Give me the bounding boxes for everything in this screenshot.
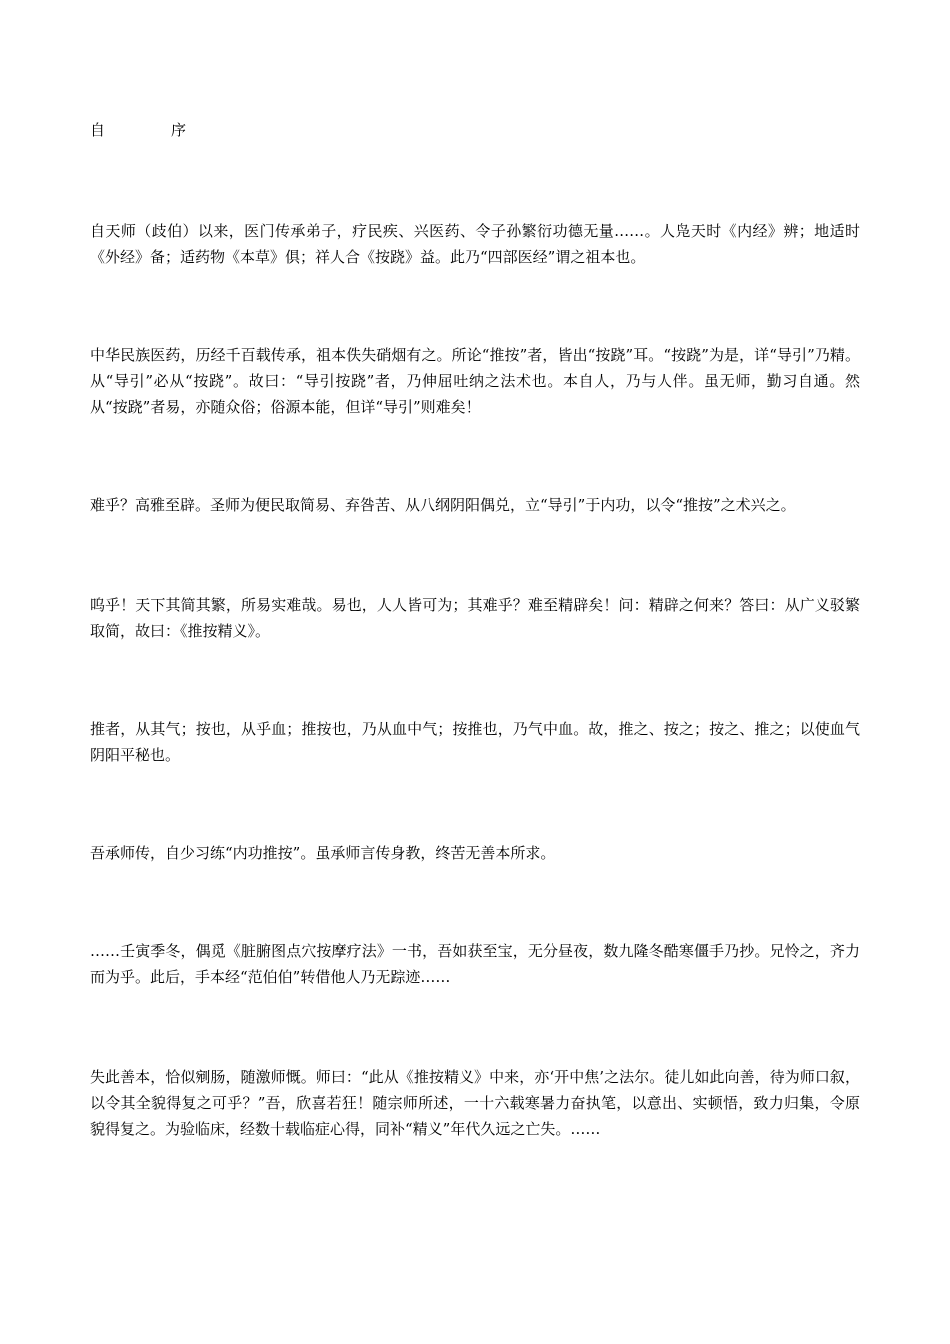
page-title — [90, 120, 186, 140]
paragraph-3: 难乎？高雅至辟。圣师为便民取简易、弃咎苦、从八纲阴阳偶兑，立“导引”于内功，以令“推按”之术兴之。 — [90, 496, 796, 514]
paragraph-1: 自天师（歧伯）以来，医门传承弟子，疗民疾、兴医药、令子孙繁衍功德无量……。人凫天时《内经》辨；地适时《外经》备；适药物《本草》俱；祥人合《按跷》益。此乃“四部医经”谓之祖本也。 — [90, 222, 860, 266]
paragraph-7: ……壬寅季冬，偶觅《脏腑图点穴按摩疗法》一书，吾如获至宝，无分昼夜，数九隆冬酷寒僵手乃抄。兄怜之，齐力而为乎。此后，手本经“范伯伯”转借他人乃无踪迹…… — [90, 942, 860, 986]
title-char-2: 序 — [171, 121, 187, 139]
paragraph-8: 失此善本，恰似剜肠，随激师慨。师曰：“此从《推按精义》中来，亦‘开中焦’之法尔。徒儿如此向善，待为师口叙，以令其全貌得复之可乎？”吾，欣喜若狂！随宗师所述，一十六载寒暑力奋执笔，以意出、实顿悟，致力归集，令原貌得复之。为验临床，经数十载临症心得，同补“精义”年代久远之亡失。…… — [90, 1068, 860, 1138]
paragraph-5: 推者，从其气；按也，从乎血；推按也，乃从血中气；按推也，乃气中血。故，推之、按之；按之、推之；以使血气阴阳平秘也。 — [90, 720, 860, 764]
title-char-1: 自 — [90, 121, 106, 139]
paragraph-4: 呜乎！天下其简其繁，所易实难哉。易也，人人皆可为；其难乎？难至精辟矣！问：精辟之何来？答曰：从广义驳繁取简，故曰：《推按精义》。 — [90, 596, 860, 640]
paragraph-6: 吾承师传，自少习练“内功推按”。虽承师言传身教，终苦无善本所求。 — [90, 844, 556, 862]
paragraph-2: 中华民族医药，历经千百载传承，祖本佚失硝烟有之。所论“推按”者，皆出“按跷”耳。“按跷”为是，详“导引”乃精。从“导引”必从“按跷”。故曰：“导引按跷”者，乃伸屈吐纳之法术也。本自人，乃与人伴。虽无师，勤习自通。然从“按跷”者易，亦随众俗；俗源本能，但详“导引”则难矣！ — [90, 346, 860, 416]
